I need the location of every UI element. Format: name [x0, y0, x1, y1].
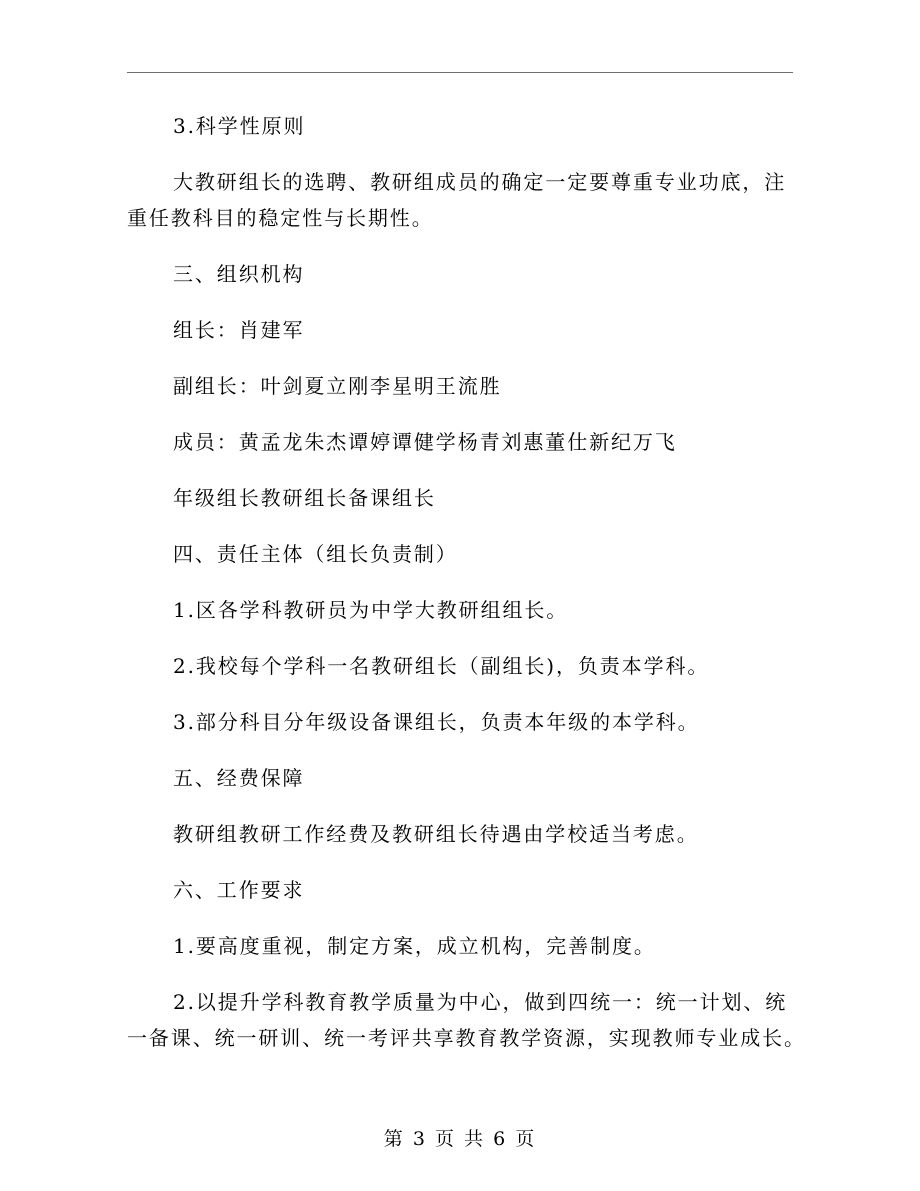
document-body	[127, 108, 807, 1076]
paragraph: 教研组教研工作经费及教研组长待遇由学校适当考虑。	[173, 822, 699, 846]
paragraph: 1.区各学科教研员为中学大教研组组长。	[173, 598, 569, 622]
paragraph: 2.我校每个学科一名教研组长（副组长)，负责本学科。	[173, 654, 710, 678]
paragraph: 1.要高度重视，制定方案，成立机构，完善制度。	[173, 934, 656, 958]
paragraph: 年级组长教研组长备课组长	[173, 486, 436, 510]
paragraph: 3.科学性原则	[173, 114, 306, 138]
header-rule	[127, 72, 793, 73]
section-heading: 五、经费保障	[173, 766, 305, 790]
footer-prefix: 第	[383, 1128, 405, 1150]
footer-middle: 页 共	[434, 1128, 486, 1150]
paragraph: 副组长：叶剑夏立刚李星明王流胜	[173, 374, 502, 398]
footer-current-page: 3	[412, 1128, 427, 1150]
section-heading: 四、责任主体（组长负责制）	[173, 542, 458, 566]
paragraph: 3.部分科目分年级设备课组长，负责本年级的本学科。	[173, 710, 700, 734]
page-footer	[0, 1124, 920, 1151]
paragraph: 大教研组长的选聘、教研组成员的确定一定要尊重专业功底，注重任教科目的稳定性与长期性。	[127, 170, 787, 230]
paragraph: 2.以提升学科教育教学质量为中心，做到四统一：统一计划、统一备课、统一研训、统一考评共享教育教学资源，实现教师专业成长。	[127, 990, 806, 1050]
paragraph: 成员：黄孟龙朱杰谭婷谭健学杨青刘惠董仕新纪万飞	[173, 430, 677, 454]
footer-total-pages: 6	[493, 1128, 508, 1150]
section-heading: 六、工作要求	[173, 878, 305, 902]
footer-suffix: 页	[515, 1128, 537, 1150]
section-heading: 三、组织机构	[173, 262, 305, 286]
paragraph: 组长：肖建军	[173, 318, 305, 342]
